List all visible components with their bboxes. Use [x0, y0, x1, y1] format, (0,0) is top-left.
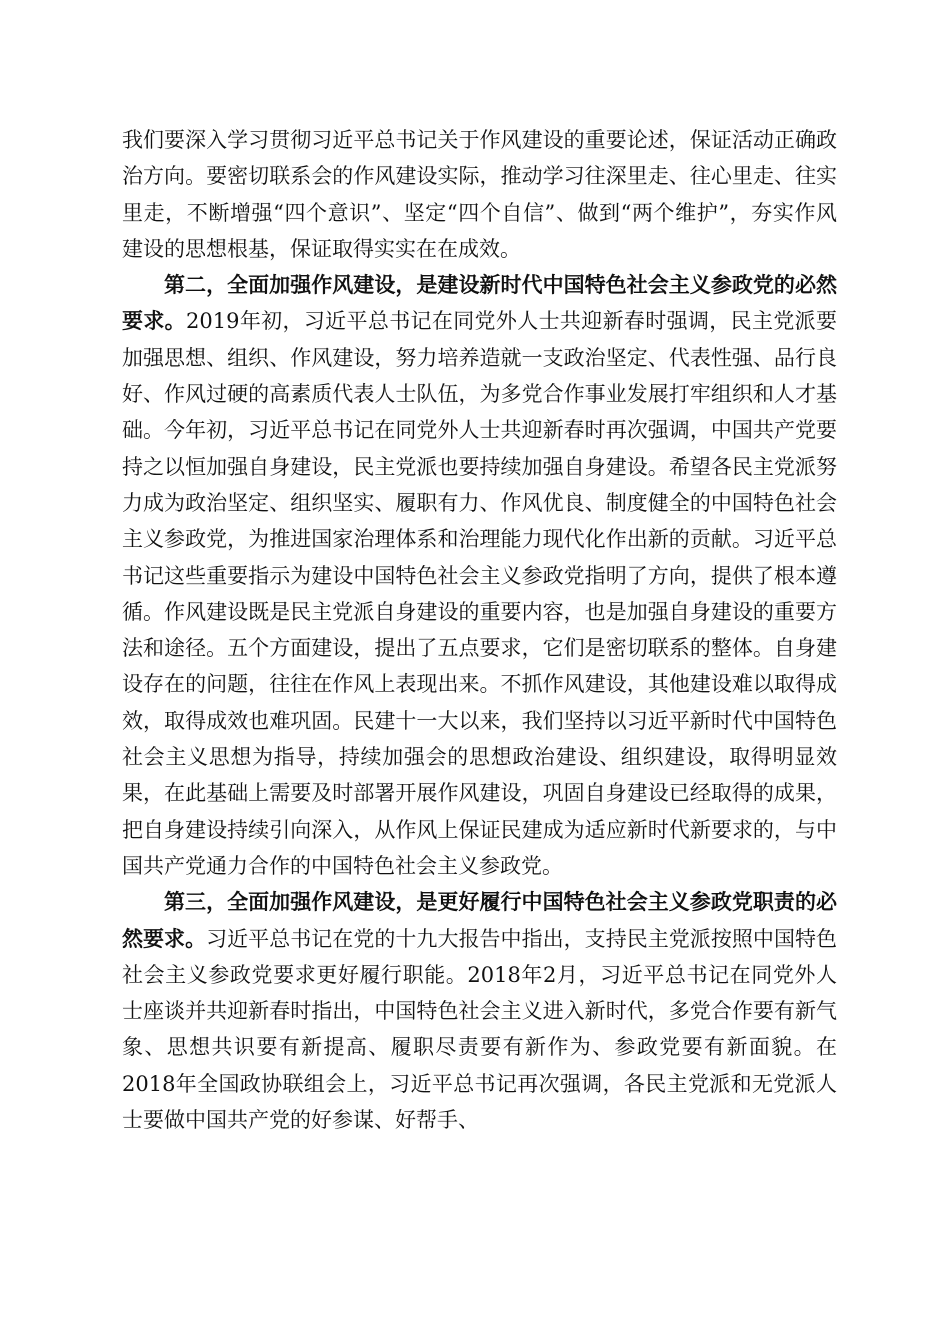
paragraph-2-heading: 第二，全面加强作风建设，是建设新时代中国特色社会主义参政党的必然要求。 [122, 272, 837, 334]
paragraph-3 [122, 884, 837, 1138]
paragraph-2 [122, 267, 837, 884]
paragraph-1-text: 我们要深入学习贯彻习近平总书记关于作风建设的重要论述，保证活动正确政治方向。要密切联系会的作风建设实际，推动学习往深里走、往心里走、往实里走，不断增强“四个意识”、坚定“四个自信”、做到“两个维护”，夯实作风建设的思想根基，保证取得实实在在成效。 [122, 128, 837, 261]
paragraph-3-heading: 第三，全面加强作风建设，是更好履行中国特色社会主义参政党职责的必然要求。 [122, 889, 837, 951]
document-body [122, 122, 837, 1138]
paragraph-3-text: 习近平总书记在党的十九大报告中指出，支持民主党派按照中国特色社会主义参政党要求更好履行职能。2018年2月，习近平总书记在同党外人士座谈并共迎新春时指出，中国特色社会主义进入新时代，多党合作要有新气象、思想共识要有新提高、履职尽责要有新作为、参政党要有新面貌。在2018年全国政协联组会上，习近平总书记再次强调，各民主党派和无党派人士要做中国共产党的好参谋、好帮手、 [122, 926, 838, 1133]
paragraph-2-text: 2019年初，习近平总书记在同党外人士共迎新春时强调，民主党派要加强思想、组织、作风建设，努力培养造就一支政治坚定、代表性强、品行良好、作风过硬的高素质代表人士队伍，为多党合作事业发展打牢组织和人才基础。今年初，习近平总书记在同党外人士共迎新春时再次强调，中国共产党要持之以恒加强自身建设，民主党派也要持续加强自身建设。希望各民主党派努力成为政治坚定、组织坚实、履职有力、作风优良、制度健全的中国特色社会主义参政党，为推进国家治理体系和治理能力现代化作出新的贡献。习近平总书记这些重要指示为建设中国特色社会主义参政党指明了方向，提供了根本遵循。作风建设既是民主党派自身建设的重要内容，也是加强自身建设的重要方法和途径。五个方面建设，提出了五点要求，它们是密切联系的整体。自身建设存在的问题，往往在作风上表现出来。不抓作风建设，其他建设难以取得成效，取得成效也难巩固。民建十一大以来，我们坚持以习近平新时代中国特色社会主义思想为指导，持续加强会的思想政治建设、组织建设，取得明显效果，在此基础上需要及时部署开展作风建设，巩固自身建设已经取得的成果，把自身建设持续引向深入，从作风上保证民建成为适应新时代新要求的，与中国共产党通力合作的中国特色社会主义参政党。 [122, 309, 837, 878]
paragraph-1 [122, 122, 837, 267]
